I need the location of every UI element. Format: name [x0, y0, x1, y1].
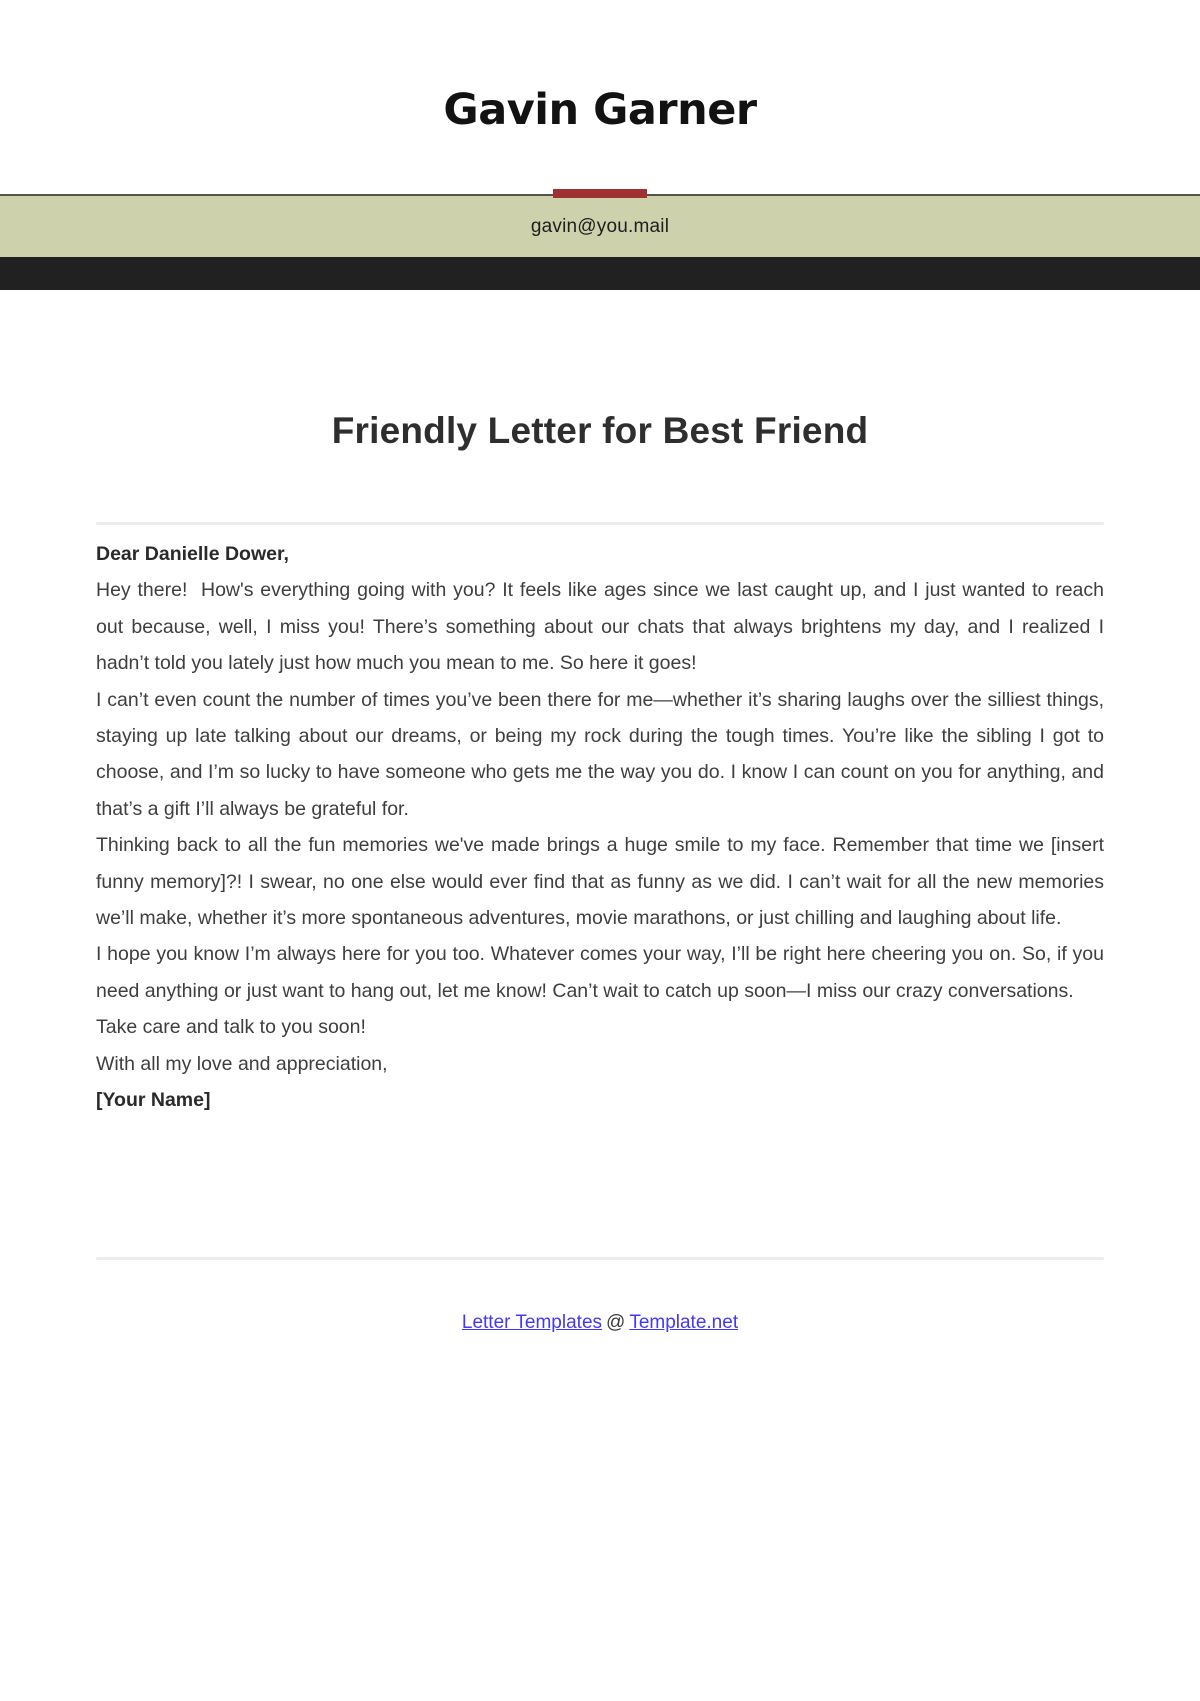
letter-paragraph: Take care and talk to you soon! [96, 1016, 366, 1039]
letter-body [96, 525, 1104, 1119]
author-email: gavin@you.mail [530, 215, 670, 237]
letter-templates-link[interactable]: Letter Templates [461, 1311, 603, 1333]
letter-paragraph: With all my love and appreciation, [96, 1052, 388, 1075]
letter-paragraph: Thinking back to all the fun memories we've made brings a huge smile to my face. Remember that time we [insert funny memory]?! I swear, no one else would ever find that as funny as we did. I can’t wait for all the new memories we’ll make, whether it’s more spontaneous adventures, movie marathons, or just chilling and laughing about life. [96, 834, 1104, 930]
letter-paragraph: Hey there! How's everything going with you? It feels like ages since we last caught up, and I just wanted to reach out because, well, I miss you! There’s something about our chats that always brightens my day, and I realized I hadn’t told you lately just how much you mean to me. So here it goes! [96, 579, 1104, 675]
letter-paragraph: I can’t even count the number of times you’ve been there for me—whether it’s sharing laughs over the silliest things, staying up late talking about our dreams, or being my rock during the tough times. You’re like the sibling I got to choose, and I’m so lucky to have someone who gets me the way you do. I know I can count on you for anything, and that’s a gift I’ll always be grateful for. [96, 688, 1104, 820]
email-band [0, 194, 1200, 257]
divider-bottom [96, 1257, 1104, 1260]
footer-separator: @ [606, 1311, 626, 1333]
signature: [Your Name] [96, 1089, 211, 1112]
page-title: Friendly Letter for Best Friend [331, 410, 869, 451]
footer [0, 1312, 1200, 1334]
dark-divider-band [0, 257, 1200, 290]
salutation: Dear Danielle Dower, [96, 543, 289, 565]
template-net-link[interactable]: Template.net [629, 1311, 739, 1333]
letter-paragraph: I hope you know I’m always here for you too. Whatever comes your way, I’ll be right here cheering you on. So, if you need anything or just want to hang out, let me know! Can’t wait to catch up soon—I miss our crazy conversations. [96, 943, 1104, 1002]
author-name: Gavin Garner [443, 85, 757, 135]
accent-bar [553, 189, 647, 198]
letter-container [96, 522, 1104, 1260]
letterhead [0, 0, 1200, 194]
